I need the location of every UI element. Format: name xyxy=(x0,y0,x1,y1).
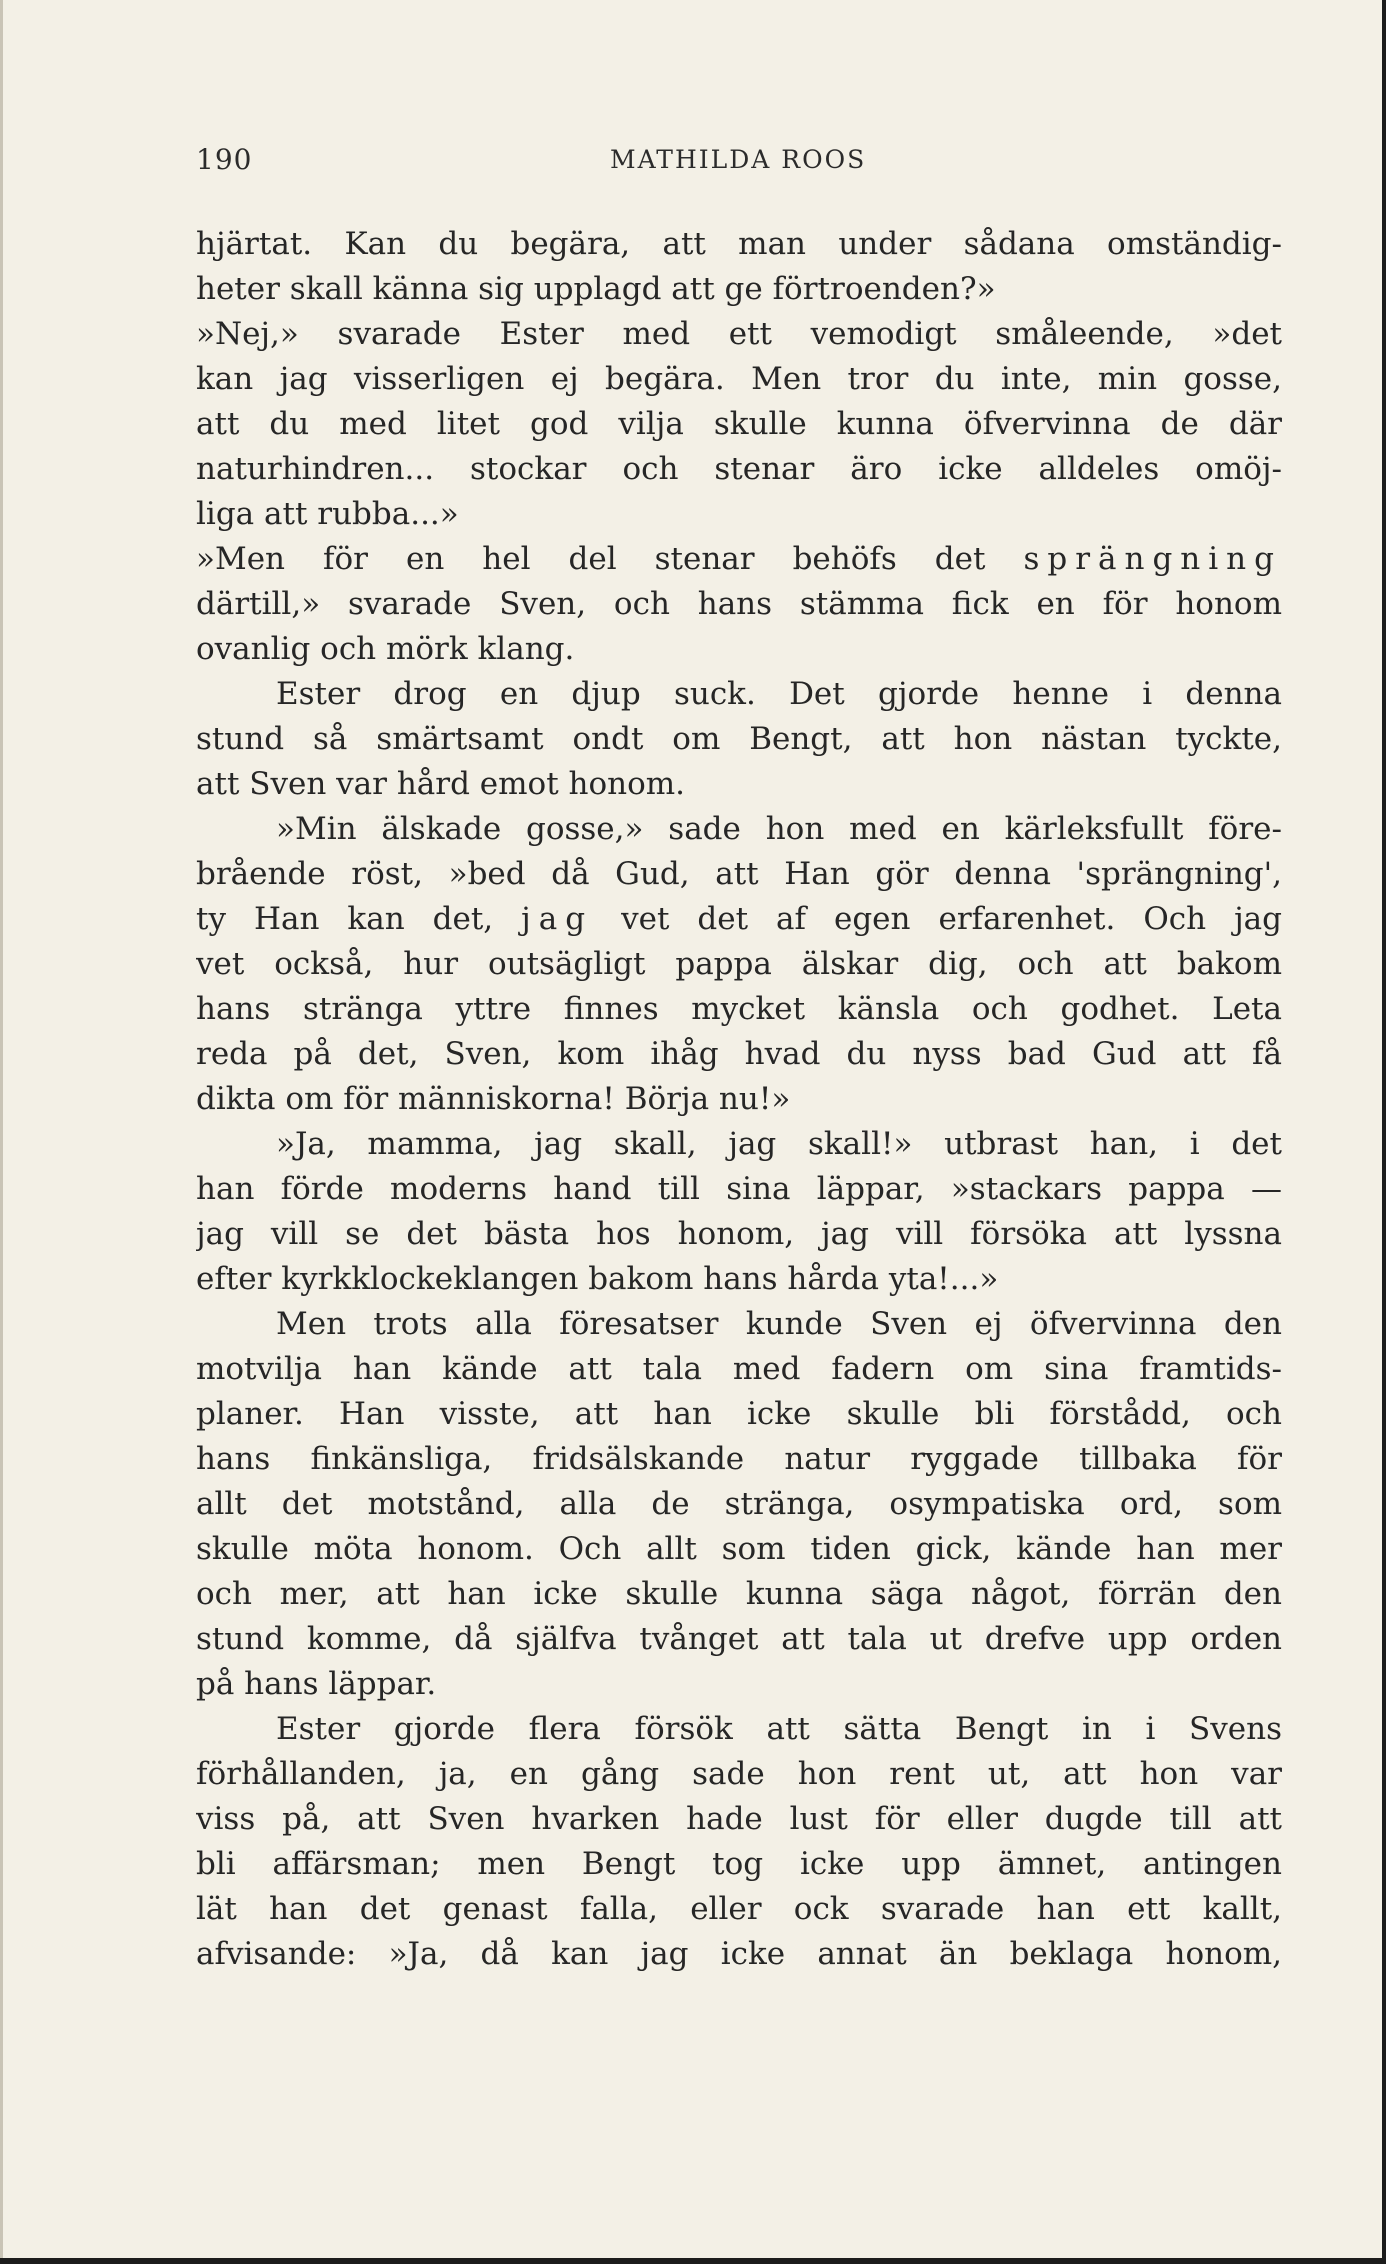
text-line: ovanlig och mörk klang. xyxy=(196,631,575,667)
text-line: liga att rubba...» xyxy=(196,496,459,532)
text-line: förhållanden, ja, en gång sade hon rent ut, att hon var xyxy=(196,1756,1282,1792)
text-line: »Min älskade gosse,» sade hon med en kärleksfullt före- xyxy=(276,811,1282,847)
text-line: »Men för en hel del stenar behöfs det sprängning xyxy=(196,541,1282,577)
page-edge xyxy=(0,0,3,2258)
text-line: allt det motstånd, alla de stränga, osympatiska ord, som xyxy=(196,1486,1282,1522)
text-line: motvilja han kände att tala med fadern om sina framtids- xyxy=(196,1351,1282,1387)
text-line: Men trots alla föresatser kunde Sven ej öfvervinna den xyxy=(276,1306,1282,1342)
text-line: efter kyrkklockeklangen bakom hans hårda yta!...» xyxy=(196,1261,999,1297)
text-line: vet också, hur outsägligt pappa älskar dig, och att bakom xyxy=(196,946,1282,982)
text-line: viss på, att Sven hvarken hade lust för eller dugde till att xyxy=(196,1801,1282,1837)
text-line: därtill,» svarade Sven, och hans stämma fick en för honom xyxy=(196,586,1282,622)
text-line: kan jag visserligen ej begära. Men tror du inte, min gosse, xyxy=(196,361,1282,397)
text-line: ty Han kan det, jag vet det af egen erfarenhet. Och jag xyxy=(196,901,1282,937)
text-line: afvisande: »Ja, då kan jag icke annat än beklaga honom, xyxy=(196,1936,1282,1972)
body-text xyxy=(196,222,1282,1977)
text-line: och mer, att han icke skulle kunna säga något, förrän den xyxy=(196,1576,1282,1612)
text-line: Ester gjorde flera försök att sätta Bengt in i Svens xyxy=(276,1711,1282,1747)
text-line: hans finkänsliga, fridsälskande natur ryggade tillbaka för xyxy=(196,1441,1282,1477)
text-line: stund komme, då själfva tvånget att tala ut drefve upp orden xyxy=(196,1621,1282,1657)
text-line: Ester drog en djup suck. Det gjorde henne i denna xyxy=(276,676,1282,712)
text-line: bli affärsman; men Bengt tog icke upp ämnet, antingen xyxy=(196,1846,1282,1882)
running-title: MATHILDA ROOS xyxy=(610,145,867,174)
text-line: dikta om för människorna! Börja nu!» xyxy=(196,1081,791,1117)
text-line: reda på det, Sven, kom ihåg hvad du nyss bad Gud att få xyxy=(196,1036,1282,1072)
page-header xyxy=(196,143,1282,183)
text-line: hans stränga yttre finnes mycket känsla och godhet. Leta xyxy=(196,991,1282,1027)
text-line: naturhindren... stockar och stenar äro icke alldeles omöj- xyxy=(196,451,1282,487)
text-line: att Sven var hård emot honom. xyxy=(196,766,686,802)
text-line: »Ja, mamma, jag skall, jag skall!» utbrast han, i det xyxy=(276,1126,1282,1162)
text-line: planer. Han visste, att han icke skulle bli förstådd, och xyxy=(196,1396,1282,1432)
text-line: på hans läppar. xyxy=(196,1666,437,1702)
text-line: jag vill se det bästa hos honom, jag vill försöka att lyssna xyxy=(196,1216,1282,1252)
text-line: han förde moderns hand till sina läppar, »stackars pappa — xyxy=(196,1171,1282,1207)
page-number: 190 xyxy=(196,143,253,176)
text-line: stund så smärtsamt ondt om Bengt, att hon nästan tyckte, xyxy=(196,721,1282,757)
text-line: lät han det genast falla, eller ock svarade han ett kallt, xyxy=(196,1891,1282,1927)
text-line: att du med litet god vilja skulle kunna öfvervinna de där xyxy=(196,406,1282,442)
text-line: skulle möta honom. Och allt som tiden gick, kände han mer xyxy=(196,1531,1282,1567)
text-line: hjärtat. Kan du begära, att man under sådana omständig- xyxy=(196,226,1282,262)
text-line: heter skall känna sig upplagd att ge förtroenden?» xyxy=(196,271,996,307)
text-line: »Nej,» svarade Ester med ett vemodigt småleende, »det xyxy=(196,316,1282,352)
text-line: brående röst, »bed då Gud, att Han gör denna 'sprängning', xyxy=(196,856,1282,892)
